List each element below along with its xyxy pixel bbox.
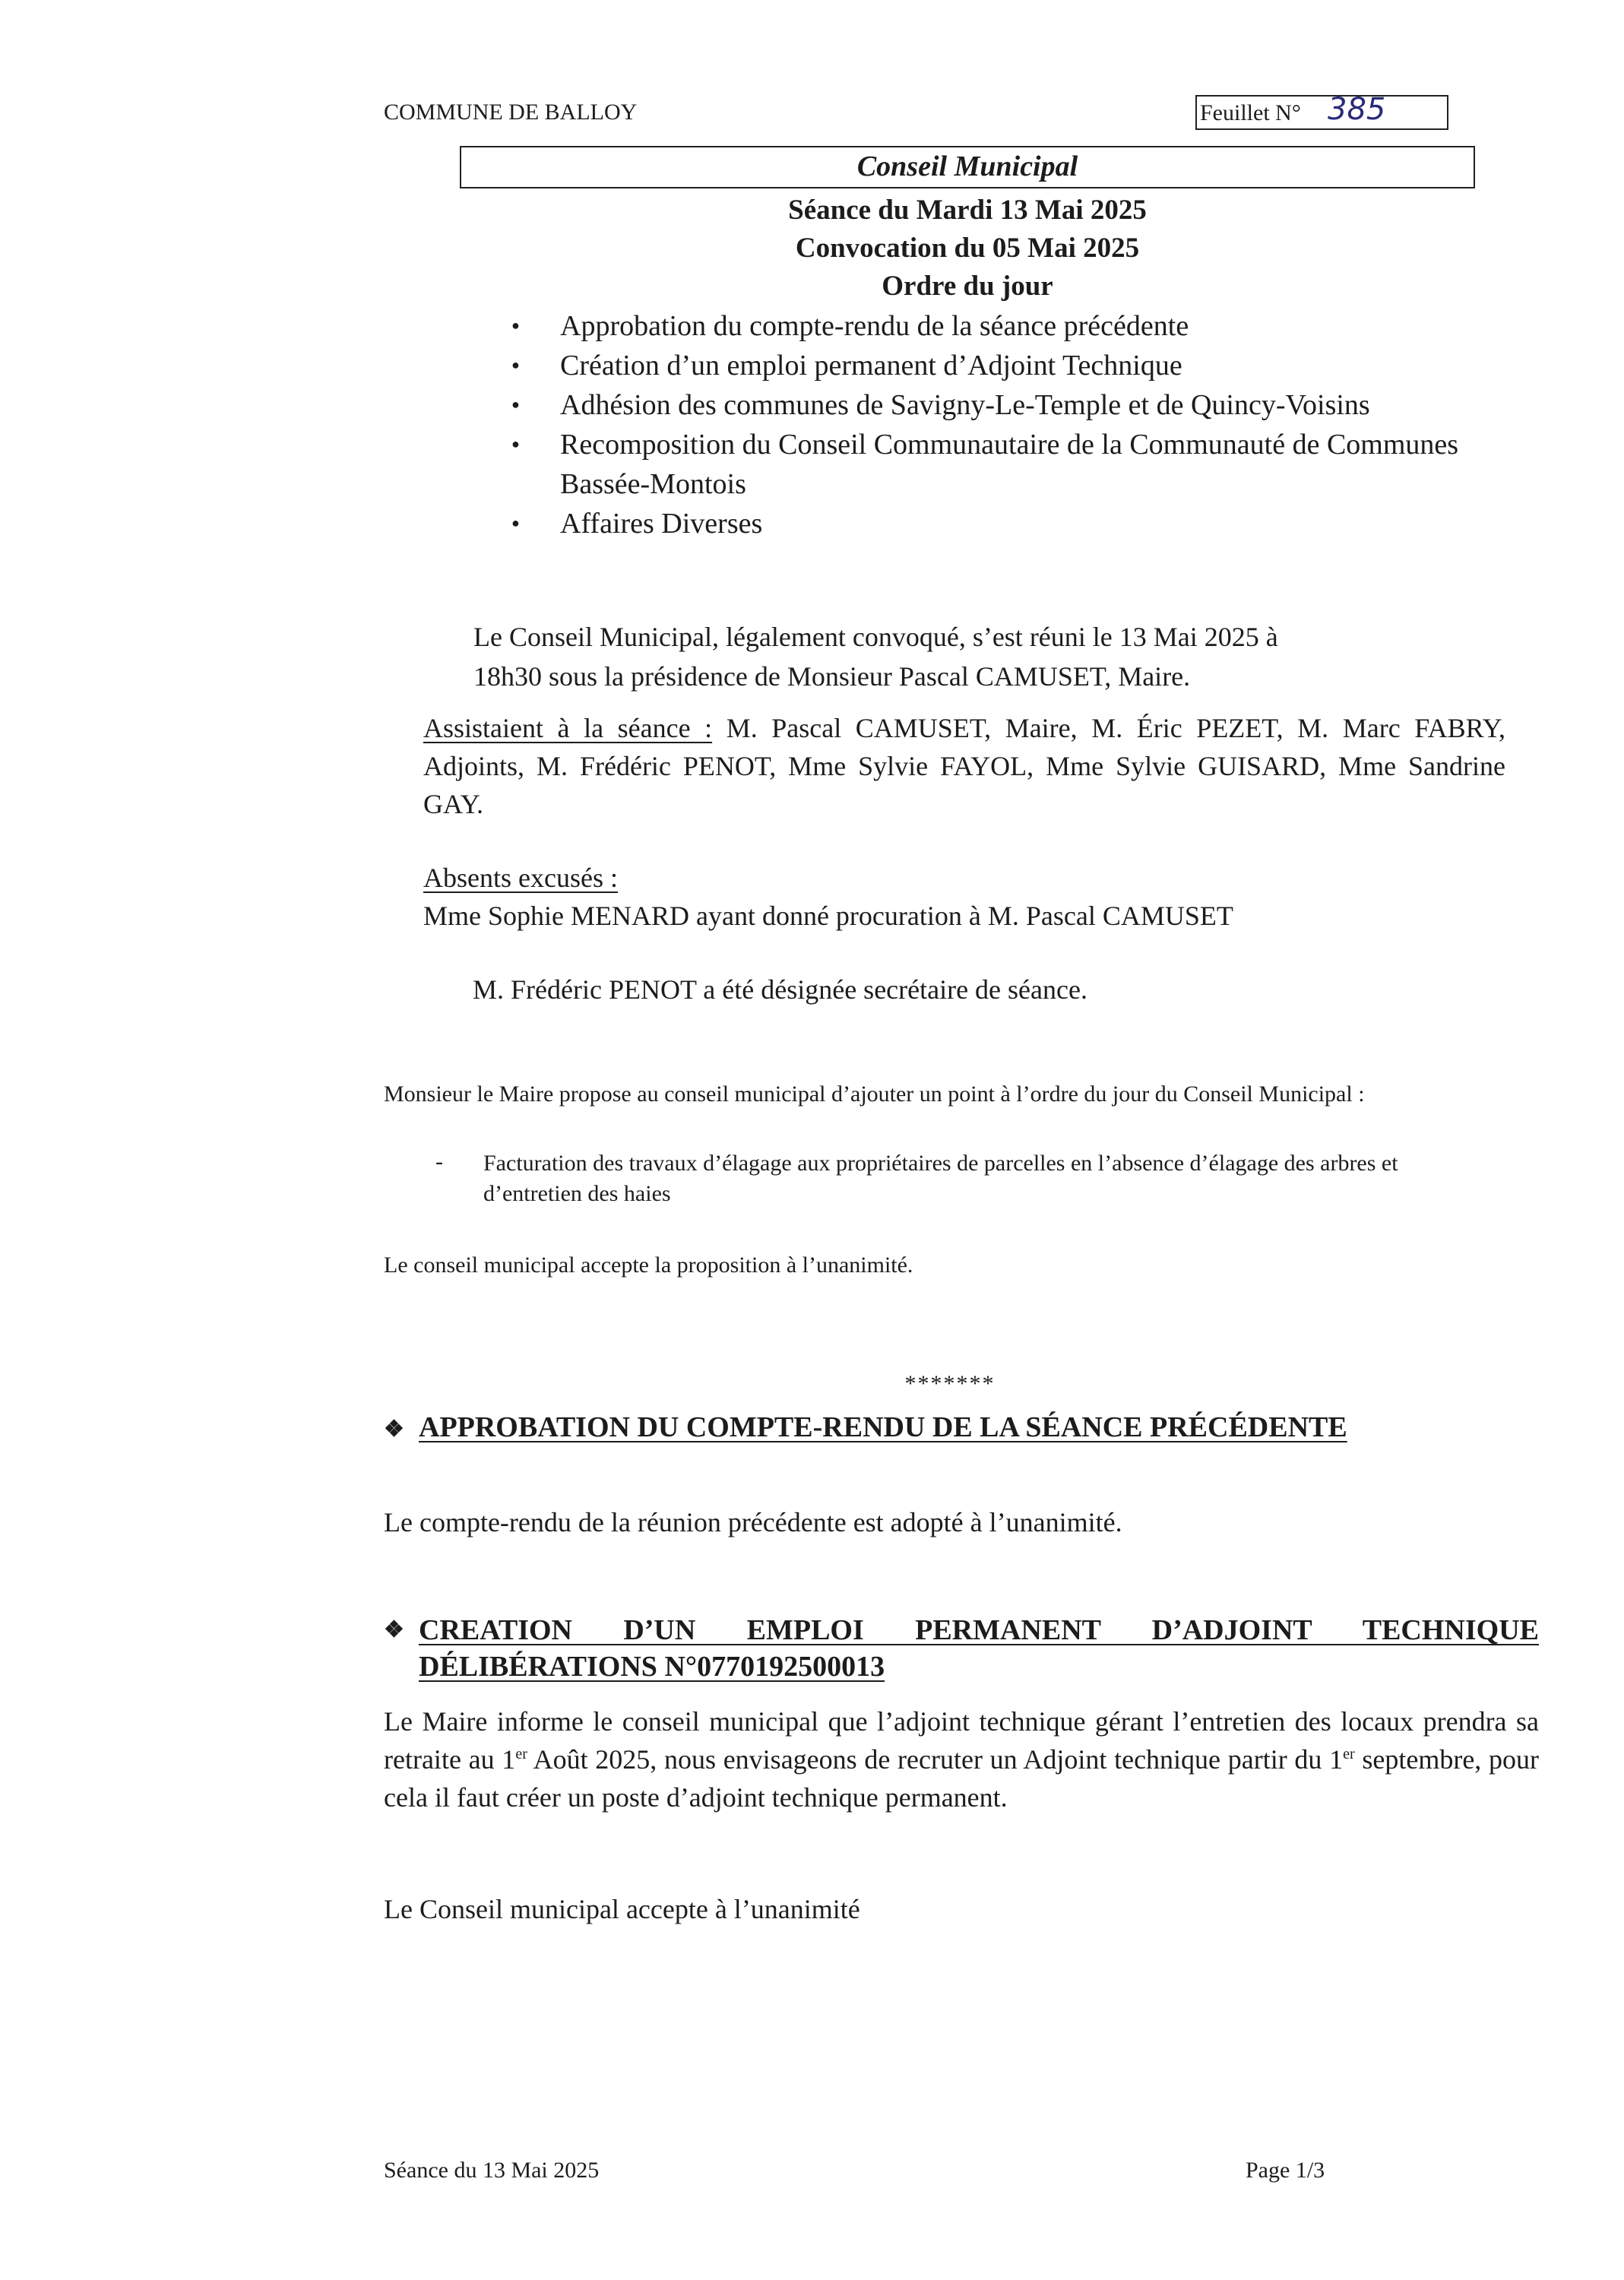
- ordinal-suffix: er: [515, 1746, 527, 1762]
- footer-page-number: Page 1/3: [1246, 2158, 1325, 2183]
- section-2-body: [384, 1702, 1539, 1816]
- title-block: [460, 192, 1475, 306]
- agenda-item: ● Recomposition du Conseil Communautaire de la Communauté de Communes Bassée-Montois: [504, 425, 1484, 504]
- proposal-acceptance: Le conseil municipal accepte la proposition à l’unanimité.: [384, 1252, 913, 1278]
- section-2-body-a: Le Maire informe le conseil municipal que l’adjoint technique gérant l’entretien des locaux prendra sa retraite au 1: [384, 1706, 1539, 1775]
- footer-left: Séance du 13 Mai 2025: [384, 2158, 600, 2183]
- intro-paragraph: [473, 617, 1537, 696]
- agenda-item: ● Adhésion des communes de Savigny-Le-Temple et de Quincy-Voisins: [504, 385, 1484, 425]
- section-1-body: Le compte-rendu de la réunion précédente est adopté à l’unanimité.: [384, 1507, 1122, 1537]
- section-2-body-b: Août 2025, nous envisageons de recruter un Adjoint technique partir du 1: [527, 1744, 1344, 1775]
- section-1-title: APPROBATION DU COMPTE-RENDU DE LA SÉANCE PRÉCÉDENTE: [419, 1411, 1347, 1443]
- seance-date: Séance du Mardi 13 Mai 2025: [788, 195, 1147, 226]
- section-2-heading: [384, 1612, 1539, 1685]
- section-2-body-c: septembre, pour cela il faut créer un poste d’adjoint technique permanent.: [384, 1744, 1539, 1813]
- secretary-line: M. Frédéric PENOT a été désignée secrétaire de séance.: [473, 974, 1087, 1005]
- commune-name: COMMUNE DE BALLOY: [384, 100, 638, 125]
- feuillet-number: 385: [1328, 92, 1386, 127]
- agenda-item: ● Création d’un emploi permanent d’Adjoint Technique: [504, 346, 1484, 385]
- attendance-list: M. Pascal CAMUSET, Maire, M. Éric PEZET, M. Marc FABRY, Adjoints, M. Frédéric PENOT, Mme Sylvie FAYOL, Mme Sylvie GUISARD, Mme Sandrine GAY.: [423, 713, 1505, 819]
- attendance-paragraph: [423, 709, 1505, 823]
- section-1-heading: [384, 1408, 1347, 1449]
- intro-line-2: 18h30 sous la présidence de Monsieur Pascal CAMUSET, Maire.: [473, 661, 1191, 692]
- feuillet-box: [1195, 92, 1448, 130]
- agenda-item: ● Approbation du compte-rendu de la séance précédente: [504, 306, 1484, 346]
- proposal-item: Facturation des travaux d’élagage aux propriétaires de parcelles en l’absence d’élagage des arbres et d’entretien des haies: [483, 1151, 1398, 1206]
- proposal-text: Monsieur le Maire propose au conseil municipal d’ajouter un point à l’ordre du jour du Conseil Municipal :: [384, 1081, 1365, 1107]
- diamond-bullet-icon: ❖: [384, 1617, 404, 1642]
- absents-text: Mme Sophie MENARD ayant donné procuration à M. Pascal CAMUSET: [423, 901, 1233, 931]
- ordinal-suffix: er: [1343, 1746, 1355, 1762]
- convocation-date: Convocation du 05 Mai 2025: [795, 233, 1140, 264]
- intro-line-1: Le Conseil Municipal, légalement convoqué, s’est réuni le 13 Mai 2025 à: [473, 622, 1278, 652]
- page-title: Conseil Municipal: [856, 150, 1078, 182]
- proposal-dash: -: [435, 1149, 443, 1174]
- agenda-title: Ordre du jour: [882, 271, 1053, 302]
- section-2-title-line-1: CREATION D’UN EMPLOI PERMANENT D’ADJOINT TECHNIQUE: [419, 1614, 1539, 1646]
- agenda-item: ● Affaires Diverses: [504, 504, 1484, 543]
- title-box: [460, 146, 1475, 188]
- section-2-title-line-2: DÉLIBÉRATIONS N°0770192500013: [419, 1651, 885, 1683]
- feuillet-label: Feuillet N°: [1200, 100, 1301, 125]
- absents-label: Absents excusés :: [423, 863, 618, 893]
- separator: *******: [904, 1371, 996, 1396]
- attendance-label: Assistaient à la séance :: [423, 713, 713, 743]
- absents-block: [423, 859, 1505, 935]
- diamond-bullet-icon: ❖: [384, 1417, 404, 1442]
- agenda-list: [504, 306, 1484, 543]
- section-2-conclusion: Le Conseil municipal accepte à l’unanimité: [384, 1894, 860, 1924]
